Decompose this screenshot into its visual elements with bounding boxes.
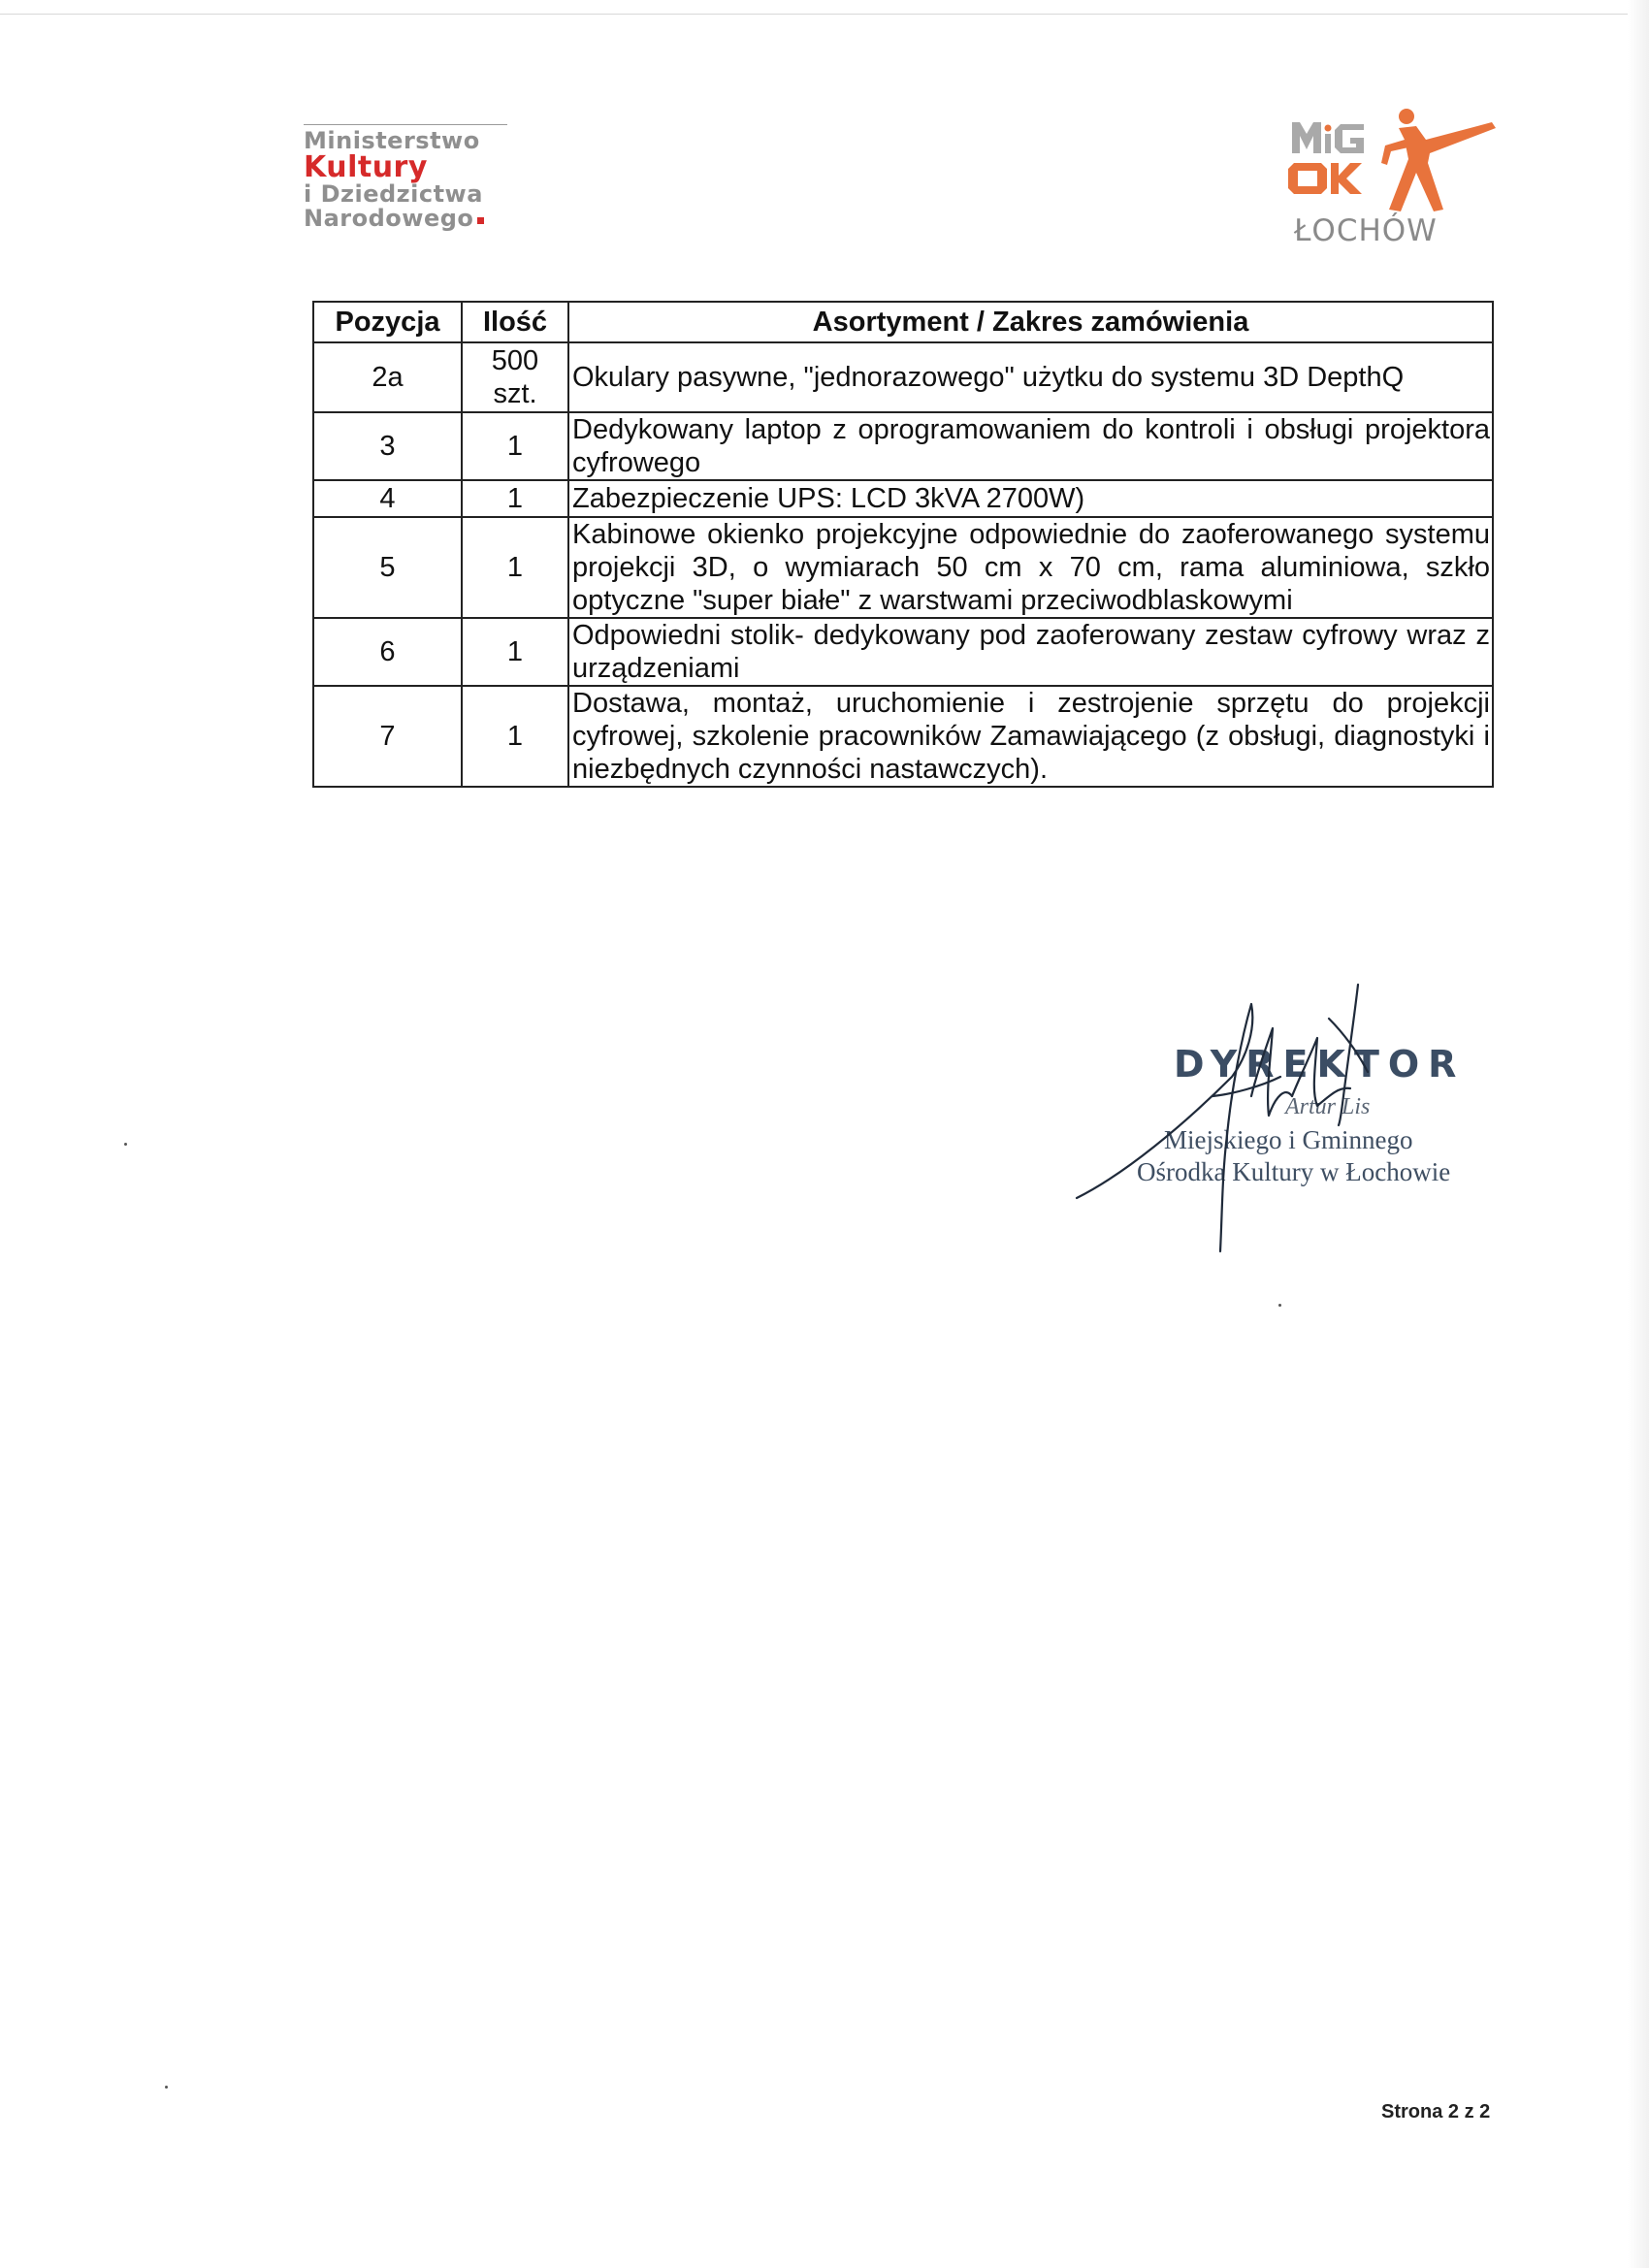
- cell-description: Zabezpieczenie UPS: LCD 3kVA 2700W): [568, 480, 1493, 517]
- column-header-quantity: Ilość: [462, 302, 568, 342]
- table-row: [313, 618, 1493, 686]
- institution-logo-city: ŁOCHÓW: [1294, 213, 1438, 248]
- red-square-icon: [477, 217, 484, 224]
- table-row: [313, 480, 1493, 517]
- scan-shadow: [1628, 0, 1649, 2268]
- cell-description: Dostawa, montaż, uruchomienie i zestrojenie sprzętu do projekcji cyfrowej, szkolenie pracowników Zamawiającego (z obsługi, diagnostyki i niezbędnych czynności nastawczych).: [568, 686, 1493, 787]
- cell-position: 5: [313, 517, 462, 618]
- ministry-logo: [304, 124, 517, 231]
- cell-position: 2a: [313, 342, 462, 412]
- column-header-position: Pozycja: [313, 302, 462, 342]
- cell-position: 7: [313, 686, 462, 787]
- cell-quantity: 1: [462, 618, 568, 686]
- scan-edge: [0, 14, 1649, 15]
- cell-description: Dedykowany laptop z oprogramowaniem do kontroli i obsługi projektora cyfrowego: [568, 412, 1493, 480]
- cell-quantity: 500 szt.: [462, 342, 568, 412]
- scan-speck: [1278, 1304, 1281, 1307]
- table-row: [313, 686, 1493, 787]
- cell-quantity: 1: [462, 517, 568, 618]
- table-row: [313, 342, 1493, 412]
- stamp-line-1: Miejskiego i Gminnego: [1164, 1125, 1413, 1154]
- cell-position: 4: [313, 480, 462, 517]
- cell-description: Okulary pasywne, "jednorazowego" użytku do systemu 3D DepthQ: [568, 342, 1493, 412]
- ministry-logo-line-3: i Dziedzictwa: [304, 180, 483, 208]
- cell-description: Kabinowe okienko projekcyjne odpowiednie do zaoferowanego systemu projekcji 3D, o wymiarach 50 cm x 70 cm, rama aluminiowa, szkło optyczne "super białe" z warstwami przeciwodblaskowymi: [568, 517, 1493, 618]
- page-number: Strona 2 z 2: [1381, 2101, 1491, 2122]
- ministry-logo-line-2: Kultury: [304, 150, 428, 184]
- institution-logo: [1271, 105, 1504, 250]
- order-table: [312, 301, 1494, 788]
- stamp-title: DYREKTOR: [1174, 1043, 1466, 1085]
- ministry-logo-line-4: [304, 207, 517, 231]
- logo-rule: [304, 124, 507, 125]
- ministry-logo-line-1: Ministerstwo: [304, 127, 480, 154]
- stamp-name: Artur Lis: [1285, 1094, 1371, 1119]
- ministry-logo-line-4-text: Narodowego: [304, 205, 474, 232]
- table-header-row: [313, 302, 1493, 342]
- handwritten-signature: [1067, 980, 1474, 1271]
- stamp-line-2: Ośrodka Kultury w Łochowie: [1137, 1157, 1451, 1186]
- cell-quantity: 1: [462, 412, 568, 480]
- table-row: [313, 412, 1493, 480]
- cell-description: Odpowiedni stolik- dedykowany pod zaoferowany zestaw cyfrowy wraz z urządzeniami: [568, 618, 1493, 686]
- column-header-description: Asortyment / Zakres zamówienia: [568, 302, 1493, 342]
- migok-emblem-icon: [1271, 105, 1504, 216]
- cell-position: 3: [313, 412, 462, 480]
- scan-speck: [124, 1143, 127, 1146]
- cell-quantity: 1: [462, 480, 568, 517]
- cell-quantity: 1: [462, 686, 568, 787]
- table-row: [313, 517, 1493, 618]
- cell-position: 6: [313, 618, 462, 686]
- scan-speck: [165, 2086, 168, 2089]
